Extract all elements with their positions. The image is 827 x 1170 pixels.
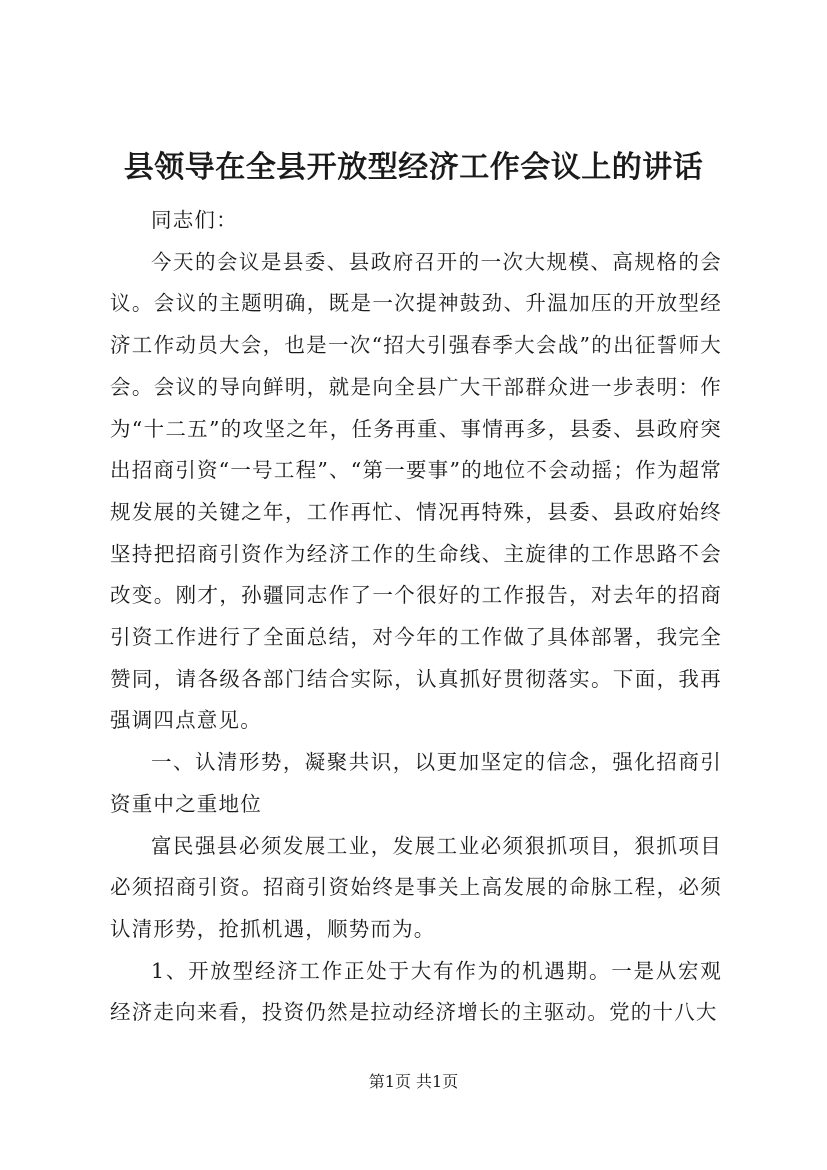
paragraph-section-1: 富民强县必须发展工业，发展工业必须狠抓项目，狠抓项目必须招商引资。招商引资始终是事关上高发展的命脉工程，必须认清形势，抢抓机遇，顺势而为。 [110, 833, 722, 941]
section-heading-1: 一、认清形势，凝聚共识，以更加坚定的信念，强化招商引资重中之重地位 [110, 750, 722, 816]
document-body [110, 200, 722, 1034]
salutation: 同志们： [151, 208, 238, 232]
document-title: 县领导在全县开放型经济工作会议上的讲话 [123, 150, 704, 185]
paragraph-intro: 今天的会议是县委、县政府召开的一次大规模、高规格的会议。会议的主题明确，既是一次提神鼓劲、升温加压的开放型经济工作动员大会，也是一次“招大引强春季大会战”的出征誓师大会。会议的导向鲜明，就是向全县广大干部群众进一步表明：作为“十二五”的攻坚之年，任务再重、事情再多，县委、县政府突出招商引资“一号工程”、“第一要事”的地位不会动摇；作为超常规发展的关键之年，工作再忙、情况再特殊，县委、县政府始终坚持把招商引资作为经济工作的生命线、主旋律的工作思路不会改变。刚才，孙疆同志作了一个很好的工作报告，对去年的招商引资工作进行了全面总结，对今年的工作做了具体部署，我完全赞同，请各级各部门结合实际，认真抓好贯彻落实。下面，我再强调四点意见。 [110, 249, 722, 733]
paragraph-point-1: 1、开放型经济工作正处于大有作为的机遇期。一是从宏观经济走向来看，投资仍然是拉动经济增长的主驱动。党的十八大 [110, 958, 722, 1025]
page-footer: 第1页 共1页 [368, 1072, 459, 1091]
